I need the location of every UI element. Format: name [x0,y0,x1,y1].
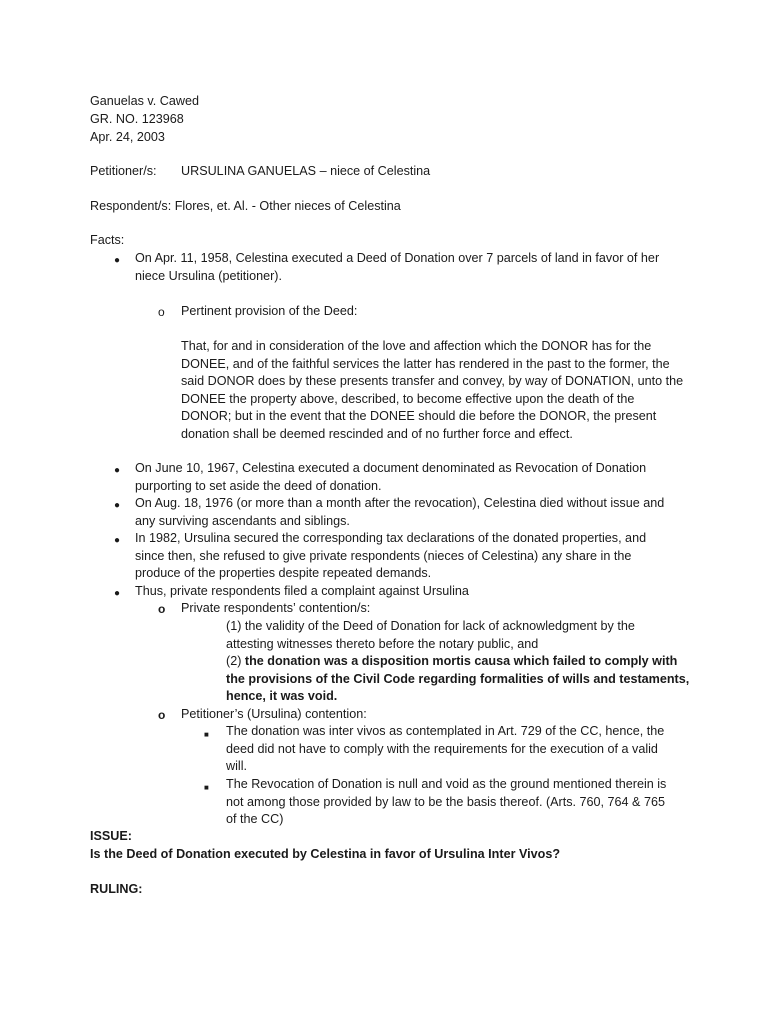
fact-1-line-2: niece Ursulina (petitioner). [135,269,282,283]
hollow-bullet-icon: o [158,708,166,722]
quote-line-1: That, for and in consideration of the love and affection which the DONOR has for the [181,339,652,353]
quote-line-5: DONOR; but in the event that the DONEE should die before the DONOR, the present [181,409,657,423]
pc-1-line-1: The donation was inter vivos as contemplated in Art. 729 of the CC, hence, the [226,724,665,738]
rc-2-line-3: hence, it was void. [226,689,338,703]
rc-2-bold-1: the donation was a disposition mortis causa which failed to comply with [244,654,678,668]
hollow-bullet-icon: o [158,305,165,319]
gr-number: GR. NO. 123968 [90,112,184,126]
quote-line-6: donation shall be deemed rescinded and of no further force and effect. [181,427,573,441]
facts-heading: Facts: [90,233,125,247]
fact-1-line-1: On Apr. 11, 1958, Celestina executed a Deed of Donation over 7 parcels of land in favor of her [135,251,660,265]
quote-line-4: DONEE the property above, described, to become effective upon the death of the [181,392,635,406]
bullet-icon: ● [114,500,121,511]
rc-2-line-1 [226,653,677,671]
pc-2-line-1: The Revocation of Donation is null and void as the ground mentioned therein is [226,777,667,791]
fact-4-line-3: produce of the properties despite repeated demands. [135,566,432,580]
bullet-icon: ● [114,465,121,476]
petitioner-contention-label: Petitioner’s (Ursulina) contention: [181,707,367,721]
petitioner-label: Petitioner/s: [90,164,157,178]
rc-2-prefix: (2) [226,654,245,668]
pc-1-line-2: deed did not have to comply with the requirements for the execution of a valid [226,742,658,756]
pc-2-line-2: not among those provided by law to be the basis thereof. (Arts. 760, 764 & 765 [226,795,665,809]
respondent-line: Respondent/s: Flores, et. Al. - Other nieces of Celestina [90,199,401,213]
square-bullet-icon: ■ [204,730,209,739]
fact-2-line-2: purporting to set aside the deed of donation. [135,479,382,493]
bullet-icon: ● [114,255,121,266]
pc-1-line-3: will. [226,759,247,773]
pc-2-line-3: of the CC) [226,812,284,826]
fact-5-line-1: Thus, private respondents filed a complaint against Ursulina [135,584,469,598]
fact-4-line-2: since then, she refused to give private respondents (nieces of Celestina) any share in the [135,549,632,563]
square-bullet-icon: ■ [204,783,209,792]
rc-2-line-2: the provisions of the Civil Code regarding formalities of wills and testaments, [226,672,690,686]
quote-line-2: DONEE, and of the faithful services the latter has rendered in the past to the former, the [181,357,670,371]
decision-date: Apr. 24, 2003 [90,130,165,144]
case-name: Ganuelas v. Cawed [90,94,199,108]
bullet-icon: ● [114,588,121,599]
ruling-heading: RULING: [90,882,143,896]
fact-3-line-2: any surviving ascendants and siblings. [135,514,350,528]
provision-label: Pertinent provision of the Deed: [181,304,358,318]
rc-1-line-1: (1) the validity of the Deed of Donation for lack of acknowledgment by the [226,619,635,633]
petitioner-value: URSULINA GANUELAS – niece of Celestina [181,164,431,178]
fact-3-line-1: On Aug. 18, 1976 (or more than a month after the revocation), Celestina died without issue and [135,496,665,510]
quote-line-3: said DONOR does by these presents transfer and convey, by way of DONATION, unto the [181,374,684,388]
fact-2-line-1: On June 10, 1967, Celestina executed a document denominated as Revocation of Donation [135,461,647,475]
issue-heading: ISSUE: [90,829,132,843]
hollow-bullet-icon: o [158,602,166,616]
issue-question: Is the Deed of Donation executed by Celestina in favor of Ursulina Inter Vivos? [90,847,561,861]
fact-4-line-1: In 1982, Ursulina secured the corresponding tax declarations of the donated properties, and [135,531,647,545]
respondents-contention-label: Private respondents’ contention/s: [181,601,371,615]
bullet-icon: ● [114,535,121,546]
rc-1-line-2: attesting witnesses thereto before the notary public, and [226,637,539,651]
